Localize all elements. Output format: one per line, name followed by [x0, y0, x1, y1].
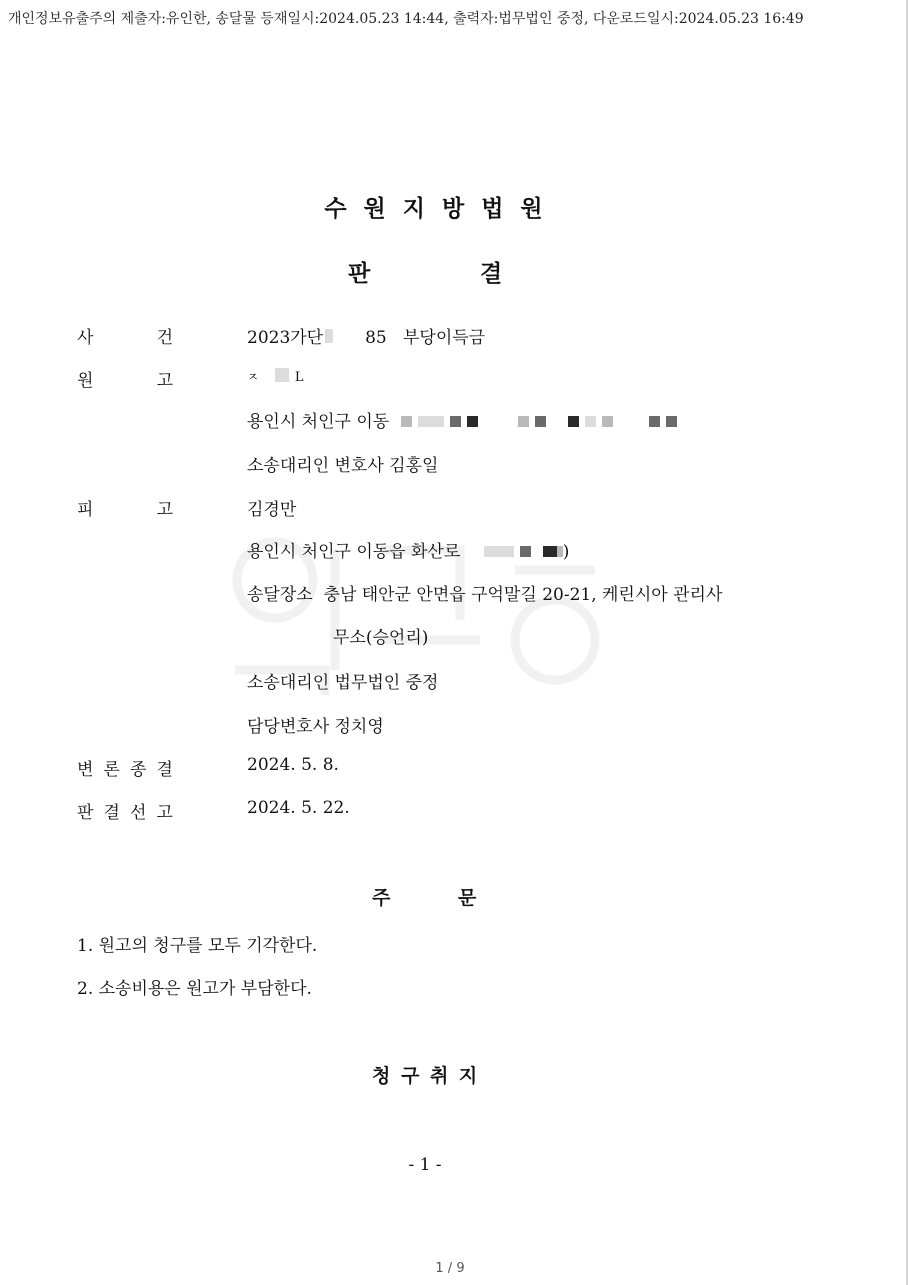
redaction-block [649, 416, 660, 427]
redaction-block [543, 546, 557, 557]
redaction-block [325, 329, 333, 343]
court-name: 수원지방법원 [324, 196, 560, 222]
case-number-suffix: 85 [365, 328, 387, 348]
defendant-service-address: 송달장소 충남 태안군 안면읍 구억말길 20-21, 케린시아 관리사 [247, 585, 723, 605]
order-item-2: 2. 소송비용은 원고가 부담한다. [77, 979, 312, 999]
document-type-char-1: 판 [348, 261, 371, 287]
redaction-block [467, 416, 478, 427]
redaction-block [484, 546, 514, 557]
plaintiff-label: 원 고 [77, 371, 173, 391]
defendant-attorney: 담당변호사 정치영 [247, 717, 384, 737]
case-value [247, 323, 485, 349]
order-item-1: 1. 원고의 청구를 모두 기각한다. [77, 936, 318, 956]
defendant-address: 용인시 처인구 이동읍 화산로 ) [247, 542, 570, 562]
redaction-block [401, 416, 412, 427]
case-name: 부당이득금 [402, 328, 486, 348]
defendant-label: 피 고 [77, 500, 173, 520]
plaintiff-name-partial-2: L [294, 370, 304, 385]
page-number: - 1 - [408, 1155, 442, 1175]
redaction-block [450, 416, 461, 427]
document-type-char-2: 결 [480, 261, 503, 287]
redaction-block [418, 416, 444, 427]
viewer-page-indicator: 1 / 9 [435, 1261, 465, 1276]
defendant-service-address-cont: 무소(승언리) [333, 628, 429, 648]
claim-title: 청 구 취 지 [372, 1065, 480, 1087]
hearing-closed-label: 변 론 종 결 [77, 760, 173, 780]
hearing-closed-date: 2024. 5. 8. [247, 755, 339, 775]
redaction-block [518, 416, 529, 427]
redaction-block [535, 416, 546, 427]
defendant-name: 김경만 [247, 500, 297, 520]
redaction-block [585, 416, 596, 427]
redaction-block [602, 416, 613, 427]
plaintiff-name-redacted [247, 366, 303, 386]
plaintiff-name-partial: ㅈ [247, 370, 259, 384]
redaction-block [666, 416, 677, 427]
redaction-block [568, 416, 579, 427]
service-label: 송달장소 [247, 585, 313, 605]
judgment-date-label: 판 결 선 고 [77, 803, 173, 823]
judgment-date: 2024. 5. 22. [247, 798, 350, 818]
redaction-block [520, 546, 531, 557]
case-number-prefix: 2023가단 [247, 328, 324, 348]
plaintiff-address: 용인시 처인구 이동 [247, 407, 683, 432]
case-label: 사 건 [77, 328, 173, 348]
redaction-block [275, 368, 289, 382]
download-notice: 개인정보유출주의 제출자:유인한, 송달물 등재일시:2024.05.23 14:44, 출력자:법무법인 중정, 다운로드일시:2024.05.23 16:49 [8, 11, 804, 27]
plaintiff-counsel: 소송대리인 변호사 김홍일 [247, 456, 439, 476]
defendant-counsel: 소송대리인 법무법인 중정 [247, 673, 439, 693]
